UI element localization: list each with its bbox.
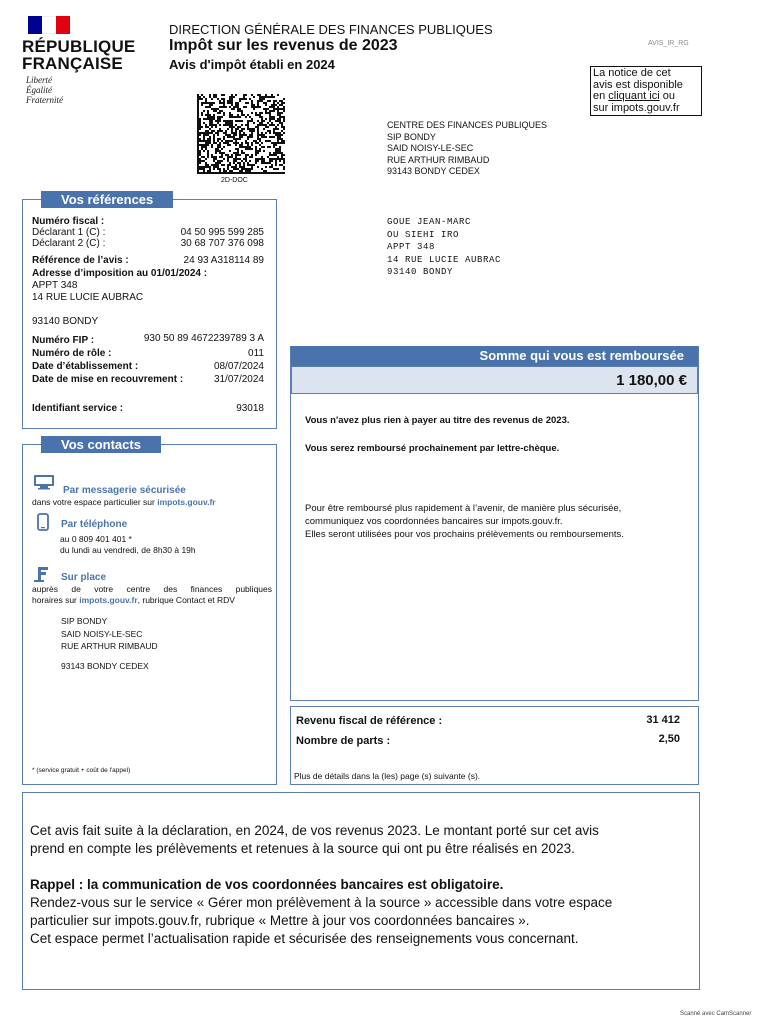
more-details-note: Plus de détails dans la (les) page (s) suivante (s). bbox=[294, 771, 481, 781]
notice-reference-label: Référence de l’avis : bbox=[32, 255, 129, 266]
document-code: AVIS_IR_RG bbox=[648, 40, 689, 47]
tax-address-city: 93140 BONDY bbox=[32, 316, 99, 327]
reference-income-value: 31 412 bbox=[646, 714, 680, 726]
declarant2-value: 30 68 707 376 098 bbox=[180, 238, 264, 249]
republique-francaise-wordmark: RÉPUBLIQUE FRANÇAISE bbox=[22, 37, 136, 73]
barcode-label: 2D-DOC bbox=[221, 177, 248, 184]
tax-shares-label: Nombre de parts : bbox=[296, 735, 391, 747]
direction-title: DIRECTION GÉNÉRALE DES FINANCES PUBLIQUES bbox=[169, 22, 493, 37]
collection-date-label: Date de mise en recouvrement : bbox=[32, 374, 184, 385]
tax-address-line: APPT 348 bbox=[32, 280, 78, 291]
phone-number: au 0 809 401 401 * bbox=[60, 534, 132, 544]
messaging-title: Par messagerie sécurisée bbox=[63, 485, 186, 496]
tax-center-address: CENTRE DES FINANCES PUBLIQUES SIP BONDY SAID NOISY-LE-SEC RUE ARTHUR RIMBAUD 93143 BONDY CEDEX bbox=[387, 120, 548, 176]
call-footnote: * (service gratuit + coût de l'appel) bbox=[32, 767, 131, 774]
refund-header: Somme qui vous est remboursée bbox=[291, 346, 698, 366]
declarant2-label: Déclarant 2 (C) : bbox=[32, 238, 106, 249]
recipient-address: GOUE JEAN-MARC OU SIEHI IRO APPT 348 14 RUE LUCIE AUBRAC 93140 BONDY bbox=[387, 217, 502, 277]
service-instructions: Rendez-vous sur le service « Gérer mon prélèvement à la source » accessible dans votre espace particulier sur impots.gouv.fr, rubrique « Mettre à jour vos coordonnées bancaires ». Cet espace permet l’actualisation rapide et sécurisée des renseignements vous concernant. bbox=[30, 895, 613, 946]
impots-link[interactable]: impots.gouv.fr bbox=[79, 595, 138, 605]
computer-icon bbox=[33, 474, 55, 490]
notice-reference-value: 24 93 A318114 89 bbox=[183, 255, 264, 266]
contacts-tab: Vos contacts bbox=[41, 436, 161, 453]
messaging-text: dans votre espace particulier sur impots.gouv.fr bbox=[32, 497, 216, 507]
establishment-date-value: 08/07/2024 bbox=[213, 361, 264, 372]
fip-value: 930 50 89 4672239789 3 A bbox=[143, 333, 264, 344]
refund-method-message: Vous serez remboursé prochainement par lettre-chèque. bbox=[305, 443, 560, 454]
reference-income-label: Revenu fiscal de référence : bbox=[296, 715, 443, 727]
references-tab: Vos références bbox=[41, 191, 173, 208]
collection-date-value: 31/07/2024 bbox=[213, 374, 264, 385]
role-value: 011 bbox=[248, 348, 264, 359]
declarant1-value: 04 50 995 599 285 bbox=[180, 227, 264, 238]
tax-shares-value: 2,50 bbox=[658, 733, 680, 745]
onsite-text: auprès de votre centre des finances publiques bbox=[32, 584, 272, 594]
document-title: Impôt sur les revenus de 2023 bbox=[169, 37, 398, 54]
office-address: SIP BONDY SAID NOISY-LE-SEC RUE ARTHUR RIMBAUD bbox=[61, 616, 158, 651]
notice-link[interactable]: cliquant ici bbox=[608, 90, 660, 102]
impots-link[interactable]: impots.gouv.fr bbox=[157, 497, 216, 507]
document-subtitle: Avis d'impôt établi en 2024 bbox=[169, 57, 335, 72]
fiscal-number-label: Numéro fiscal : bbox=[32, 216, 105, 227]
onsite-hours-text: horaires sur impots.gouv.fr, rubrique Contact et RDV bbox=[32, 595, 235, 605]
tax-address-label: Adresse d’imposition au 01/01/2024 : bbox=[32, 268, 208, 279]
bank-details-info: Pour être remboursé plus rapidement à l’avenir, de manière plus sécurisée, communiquez vos coordonnées bancaires sur impots.gouv.fr. Elles seront utilisées pour vos prochains prélèvements ou remboursements. bbox=[305, 503, 624, 540]
service-id-value: 93018 bbox=[236, 403, 264, 414]
building-icon bbox=[33, 565, 51, 583]
service-id-label: Identifiant service : bbox=[32, 403, 124, 414]
role-label: Numéro de rôle : bbox=[32, 348, 112, 359]
nothing-to-pay-message: Vous n'avez plus rien à payer au titre des revenus de 2023. bbox=[305, 415, 570, 426]
fip-label: Numéro FIP : bbox=[32, 335, 95, 346]
declarant1-label: Déclarant 1 (C) : bbox=[32, 227, 106, 238]
office-city: 93143 BONDY CEDEX bbox=[61, 661, 149, 671]
2d-doc-barcode bbox=[197, 94, 285, 174]
phone-title: Par téléphone bbox=[61, 519, 128, 530]
onsite-title: Sur place bbox=[61, 572, 107, 583]
motto: Liberté Égalité Fraternité bbox=[26, 75, 63, 105]
notice-explanation: Cet avis fait suite à la déclaration, en 2024, de vos revenus 2023. Le montant porté sur cet avis prend en compte les prélèvements et retenues à la source qui ont pu être réalisés en 2023. bbox=[30, 823, 599, 856]
phone-hours: du lundi au vendredi, de 8h30 à 19h bbox=[60, 545, 196, 555]
scanner-watermark: Scanné avec CamScanner bbox=[680, 1011, 752, 1017]
tax-address-line: 14 RUE LUCIE AUBRAC bbox=[32, 292, 144, 303]
republique-flag-logo bbox=[28, 16, 70, 34]
phone-icon bbox=[37, 513, 49, 531]
establishment-date-label: Date d’établissement : bbox=[32, 361, 139, 372]
notice-box: La notice de cet avis est disponible en cliquant ici ou sur impots.gouv.fr bbox=[590, 66, 702, 116]
bank-details-reminder: Rappel : la communication de vos coordonnées bancaires est obligatoire. bbox=[30, 877, 504, 892]
refund-amount: 1 180,00 € bbox=[291, 366, 698, 394]
